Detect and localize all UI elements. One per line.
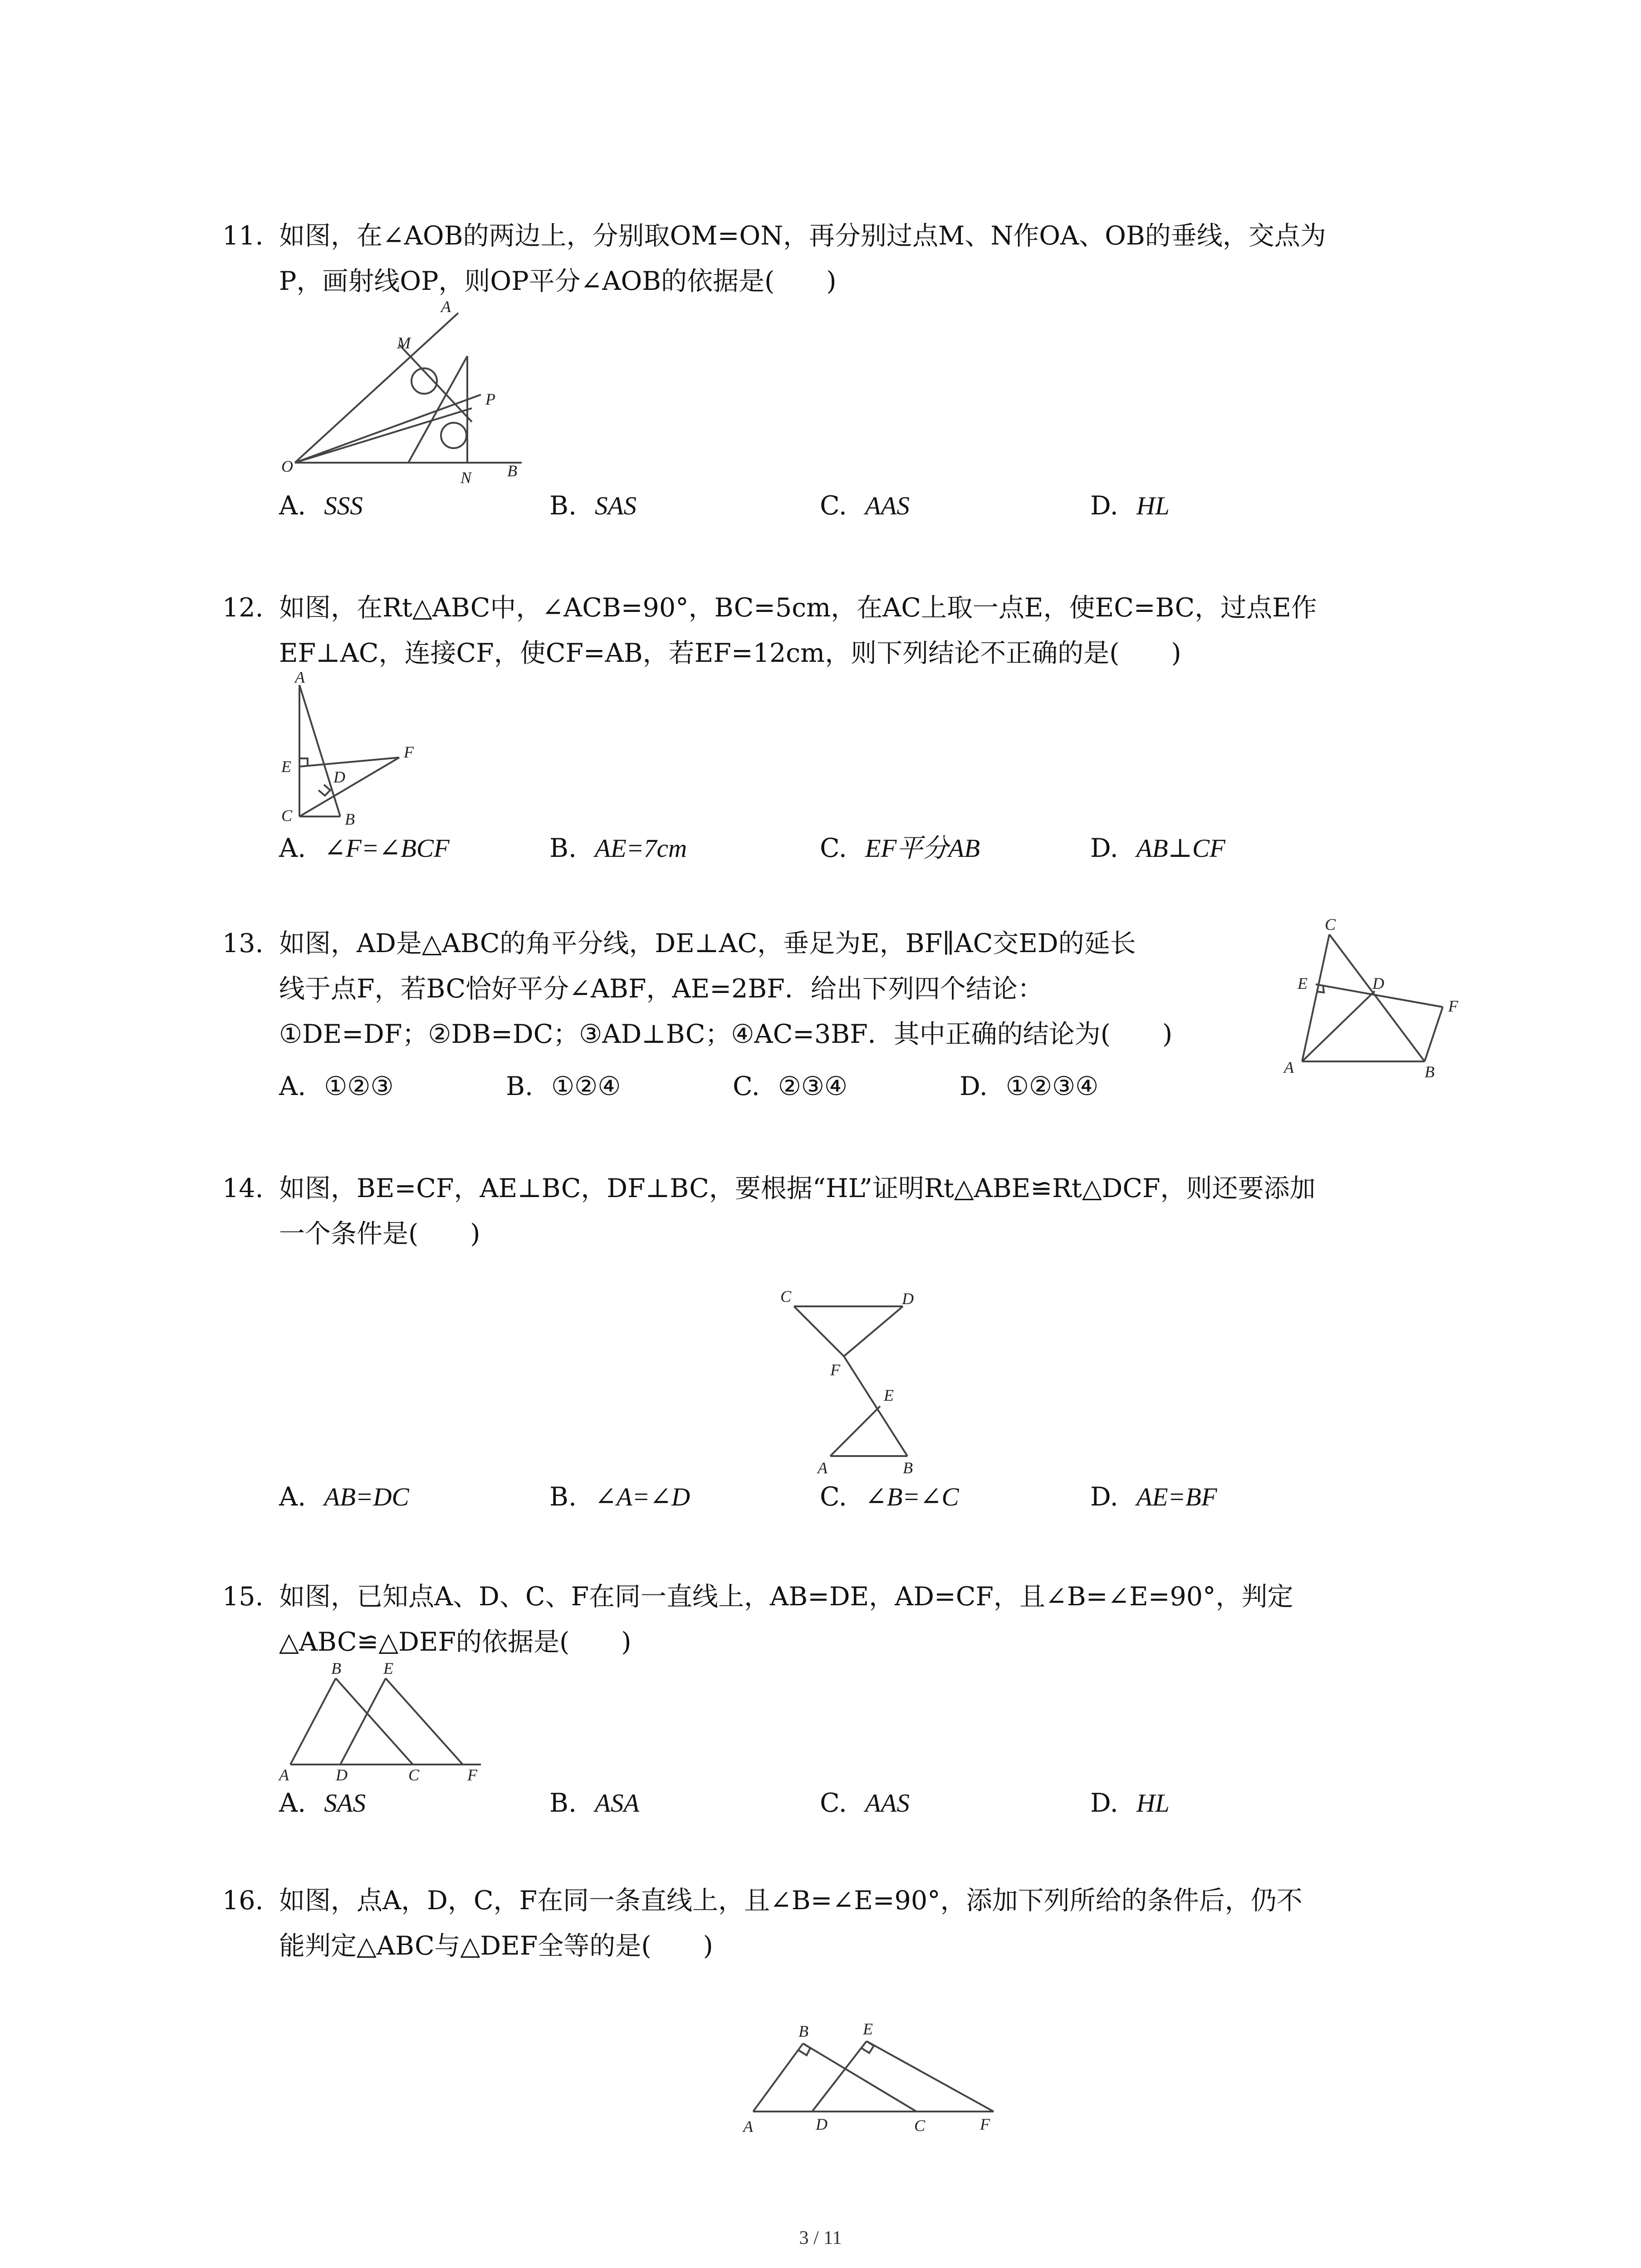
fig-label: F bbox=[1448, 997, 1458, 1015]
page-number: 3 / 11 bbox=[799, 2228, 842, 2248]
fig-label: A bbox=[295, 668, 305, 686]
question-text-line: 线于点F，若BC恰好平分∠ABF，AE=2BF．给出下列四个结论： bbox=[279, 974, 1043, 1004]
fig-label: A bbox=[743, 2117, 753, 2136]
question-16 bbox=[222, 1878, 1452, 1969]
fig-label: O bbox=[281, 457, 293, 475]
option-a[interactable]: A. ①②③ bbox=[279, 1071, 394, 1101]
question-text-line: 如图，在Rt△ABC中，∠ACB=90°，BC=5cm，在AC上取一点E，使EC=BC，过点E作 bbox=[279, 593, 1317, 623]
fig-label: F bbox=[980, 2115, 990, 2133]
fig-label: D bbox=[336, 1766, 348, 1784]
fig-label: B bbox=[798, 2022, 808, 2040]
question-text-line: P，画射线OP，则OP平分∠AOB的依据是( ) bbox=[279, 266, 837, 296]
option-b[interactable]: B. SAS bbox=[549, 491, 637, 521]
option-c[interactable]: C. ∠B=∠C bbox=[820, 1482, 959, 1512]
figure-q14 bbox=[767, 1288, 957, 1479]
fig-label: B bbox=[507, 462, 517, 480]
option-b[interactable]: B. ①②④ bbox=[506, 1071, 621, 1101]
question-14 bbox=[222, 1166, 1452, 1256]
question-13 bbox=[222, 921, 1279, 1057]
question-text-line: ①DE=DF；②DB=DC；③AD⊥BC；④AC=3BF．其中正确的结论为( ) bbox=[279, 1019, 1173, 1049]
question-text-line: 如图，BE=CF，AE⊥BC，DF⊥BC，要根据“HL”证明Rt△ABE≌Rt△DCF，则还要添加 bbox=[279, 1173, 1316, 1203]
fig-label: E bbox=[863, 2020, 873, 2038]
figure-q16 bbox=[735, 2014, 1016, 2150]
fig-label: F bbox=[830, 1361, 840, 1379]
option-b[interactable]: B. ASA bbox=[549, 1788, 640, 1818]
question-text-line: 如图，AD是△ABC的角平分线，DE⊥AC，垂足为E，BF∥AC交ED的延长 bbox=[279, 929, 1136, 958]
fig-label: C bbox=[1325, 915, 1336, 934]
fig-label: D bbox=[902, 1290, 914, 1308]
option-d[interactable]: D. AE=BF bbox=[1090, 1482, 1217, 1512]
fig-label: B bbox=[331, 1659, 341, 1677]
figure-q11 bbox=[281, 299, 535, 490]
option-d[interactable]: D. AB⊥CF bbox=[1090, 833, 1225, 863]
fig-label: A bbox=[818, 1459, 828, 1477]
question-11 bbox=[222, 213, 1452, 304]
fig-label: F bbox=[467, 1766, 477, 1784]
fig-label: N bbox=[460, 469, 472, 487]
option-a[interactable]: A. SSS bbox=[279, 491, 363, 521]
fig-label: B bbox=[903, 1459, 913, 1477]
option-c[interactable]: C. AAS bbox=[820, 491, 910, 521]
figure-q12 bbox=[281, 668, 426, 830]
fig-label: D bbox=[1372, 974, 1384, 992]
question-number: 14. bbox=[222, 1173, 264, 1203]
question-number: 16. bbox=[222, 1886, 264, 1916]
question-text-line: 一个条件是( ) bbox=[279, 1219, 480, 1249]
fig-label: E bbox=[1298, 974, 1308, 992]
option-d[interactable]: D. ①②③④ bbox=[960, 1071, 1099, 1101]
option-a[interactable]: A. ∠F=∠BCF bbox=[279, 833, 450, 863]
figure-q15 bbox=[272, 1660, 499, 1787]
question-text-line: 如图，在∠AOB的两边上，分别取OM=ON，再分别过点M、N作OA、OB的垂线，交点为 bbox=[279, 221, 1326, 251]
fig-label: B bbox=[1425, 1063, 1435, 1081]
question-text-line: 能判定△ABC与△DEF全等的是( ) bbox=[279, 1931, 713, 1961]
fig-label: C bbox=[914, 2116, 926, 2135]
question-text-line: △ABC≌△DEF的依据是( ) bbox=[279, 1627, 632, 1657]
question-text-line: 如图，点A，D，C，F在同一条直线上，且∠B=∠E=90°，添加下列所给的条件后，仍不 bbox=[279, 1886, 1303, 1916]
fig-label: A bbox=[1284, 1058, 1294, 1076]
fig-label: F bbox=[404, 743, 414, 761]
fig-label: A bbox=[279, 1766, 289, 1784]
fig-label: E bbox=[383, 1659, 393, 1677]
figure-q13 bbox=[1279, 916, 1470, 1089]
fig-label: C bbox=[780, 1287, 792, 1305]
question-text-line: EF⊥AC，连接CF，使CF=AB，若EF=12cm，则下列结论不正确的是( ) bbox=[279, 638, 1181, 668]
option-c[interactable]: C. ②③④ bbox=[733, 1071, 848, 1101]
option-d[interactable]: D. HL bbox=[1090, 491, 1170, 521]
option-b[interactable]: B. ∠A=∠D bbox=[549, 1482, 690, 1512]
question-12 bbox=[222, 585, 1452, 676]
fig-label: B bbox=[345, 810, 355, 828]
fig-label: E bbox=[281, 758, 291, 776]
question-number: 12. bbox=[222, 593, 264, 623]
question-number: 13. bbox=[222, 929, 264, 958]
option-b[interactable]: B. AE=7cm bbox=[549, 833, 687, 863]
question-text-line: 如图，已知点A、D、C、F在同一直线上，AB=DE，AD=CF，且∠B=∠E=90°，判定 bbox=[279, 1582, 1293, 1612]
fig-label: M bbox=[397, 334, 411, 352]
question-number: 11. bbox=[222, 221, 264, 251]
option-d[interactable]: D. HL bbox=[1090, 1788, 1170, 1818]
fig-label: C bbox=[281, 807, 293, 825]
fig-label: D bbox=[816, 2115, 828, 2133]
option-a[interactable]: A. AB=DC bbox=[279, 1482, 409, 1512]
fig-label: C bbox=[408, 1766, 420, 1784]
fig-label: E bbox=[884, 1386, 894, 1404]
fig-label: P bbox=[485, 390, 495, 408]
fig-label: D bbox=[333, 768, 345, 786]
option-c[interactable]: C. EF平分AB bbox=[820, 833, 980, 863]
option-c[interactable]: C. AAS bbox=[820, 1788, 910, 1818]
fig-label: A bbox=[441, 298, 451, 316]
question-number: 15. bbox=[222, 1582, 264, 1612]
option-a[interactable]: A. SAS bbox=[279, 1788, 366, 1818]
question-15 bbox=[222, 1574, 1452, 1665]
